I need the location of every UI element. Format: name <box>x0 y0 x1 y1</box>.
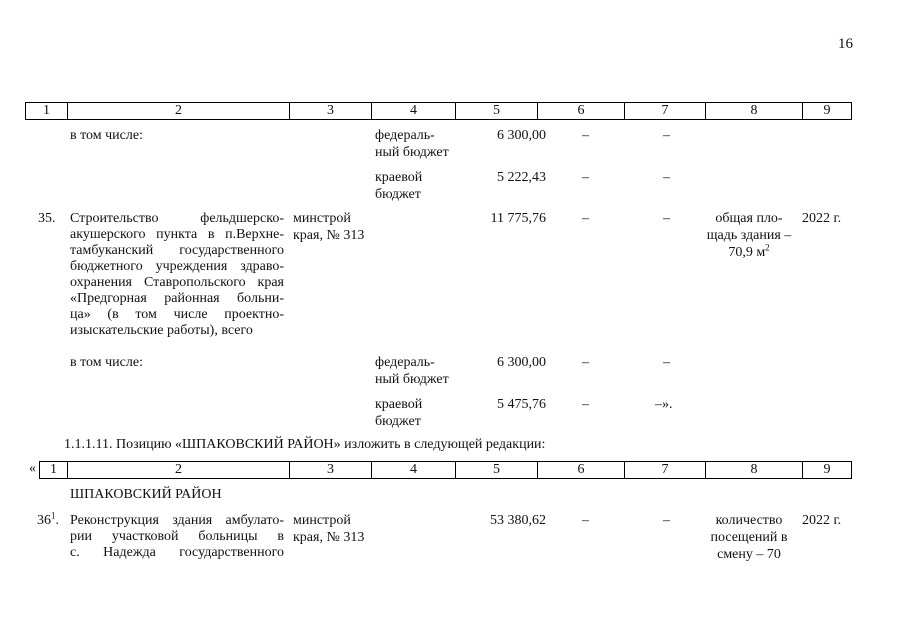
result-line2: щадь здания – <box>706 228 792 243</box>
result-line2: посещений в <box>710 530 788 545</box>
col-header-2: 2 <box>67 462 289 478</box>
opening-quote: « <box>29 461 36 476</box>
budget-federal-line1: федераль- <box>375 355 435 370</box>
desc-line: изыскательские работы), всего <box>70 323 253 338</box>
row-number-35: 35. <box>38 211 56 226</box>
table-header-2 <box>39 461 852 479</box>
col-header-6: 6 <box>537 462 624 478</box>
budget-regional-line1: краевой <box>375 397 423 412</box>
regional-col6: – <box>582 170 589 185</box>
regional-col7: – <box>663 170 670 185</box>
federal-col6: – <box>582 128 589 143</box>
desc-line: Реконструкция здания амбулато- <box>70 513 284 528</box>
regional-col7: –». <box>655 397 673 412</box>
budget-federal-line2: ный бюджет <box>375 145 449 160</box>
row-35-col7: – <box>663 211 670 226</box>
federal-col7: – <box>663 355 670 370</box>
result-line1: общая пло- <box>715 211 783 226</box>
row-36-col6: – <box>582 513 589 528</box>
col-header-8: 8 <box>705 103 802 119</box>
customer-line2: края, № 313 <box>293 228 365 243</box>
customer-line2: края, № 313 <box>293 530 365 545</box>
row-35-sum: 11 775,76 <box>490 211 546 226</box>
col-header-4: 4 <box>371 462 455 478</box>
col-header-5: 5 <box>455 103 537 119</box>
row-number: 36 <box>37 513 51 528</box>
row-36-description <box>70 513 284 561</box>
desc-line: с. Надежда государственного <box>70 545 284 560</box>
row-36-sum: 53 380,62 <box>490 513 546 528</box>
page-number: 16 <box>838 36 853 52</box>
col-header-9: 9 <box>802 103 851 119</box>
instruction-paragraph: 1.1.1.11. Позицию «ШПАКОВСКИЙ РАЙОН» изложить в следующей редакции: <box>64 437 546 452</box>
desc-line: рии участковой больницы в <box>70 529 284 544</box>
col-header-7: 7 <box>624 103 705 119</box>
budget-regional-line2: бюджет <box>375 414 421 429</box>
budget-federal-line2: ный бюджет <box>375 372 449 387</box>
desc-line: «Предгорная районная больни- <box>70 291 284 306</box>
customer-line1: минстрой <box>293 211 351 226</box>
regional-sum: 5 222,43 <box>497 170 546 185</box>
col-header-2: 2 <box>67 103 289 119</box>
col-header-3: 3 <box>289 462 371 478</box>
col-header-4: 4 <box>371 103 455 119</box>
federal-sum: 6 300,00 <box>497 355 546 370</box>
row-35-year: 2022 г. <box>802 211 842 226</box>
col-header-9: 9 <box>802 462 851 478</box>
row-number-dot: . <box>55 513 59 528</box>
row-35-col6: – <box>582 211 589 226</box>
desc-line: бюджетного учреждения здраво- <box>70 259 284 274</box>
federal-col6: – <box>582 355 589 370</box>
section-title: ШПАКОВСКИЙ РАЙОН <box>70 487 222 502</box>
federal-col7: – <box>663 128 670 143</box>
regional-col6: – <box>582 397 589 412</box>
budget-regional-line1: краевой <box>375 170 423 185</box>
budget-federal-line1: федераль- <box>375 128 435 143</box>
table-header-1 <box>25 102 852 120</box>
including-label: в том числе: <box>70 355 143 370</box>
result-line1: количество <box>715 513 783 528</box>
row-number-36-1 <box>37 510 59 529</box>
row-35-description <box>70 211 284 339</box>
result-area-value: 70,9 м <box>728 245 766 260</box>
result-area-unit-sup: 2 <box>765 242 770 253</box>
col-header-8: 8 <box>705 462 802 478</box>
row-36-col7: – <box>663 513 670 528</box>
federal-sum: 6 300,00 <box>497 128 546 143</box>
desc-line: Строительство фельдшерско- <box>70 211 284 226</box>
desc-line: тамбуканский государственного <box>70 243 284 258</box>
result-line3: смену – 70 <box>717 547 781 562</box>
desc-line: акушерского пункта в п.Верхне- <box>70 227 284 242</box>
budget-regional-line2: бюджет <box>375 187 421 202</box>
desc-line: охранения Ставропольского края <box>70 275 284 290</box>
including-label: в том числе: <box>70 128 143 143</box>
col-header-1: 1 <box>50 462 57 477</box>
col-header-6: 6 <box>537 103 624 119</box>
col-header-3: 3 <box>289 103 371 119</box>
col-header-5: 5 <box>455 462 537 478</box>
col-header-7: 7 <box>624 462 705 478</box>
desc-line: ца» (в том числе проектно- <box>70 307 284 322</box>
result-line3 <box>700 242 798 261</box>
row-36-year: 2022 г. <box>802 513 842 528</box>
col-header-1: 1 <box>43 103 50 118</box>
row-number-sup: 1 <box>51 510 56 521</box>
regional-sum: 5 475,76 <box>497 397 546 412</box>
customer-line1: минстрой <box>293 513 351 528</box>
